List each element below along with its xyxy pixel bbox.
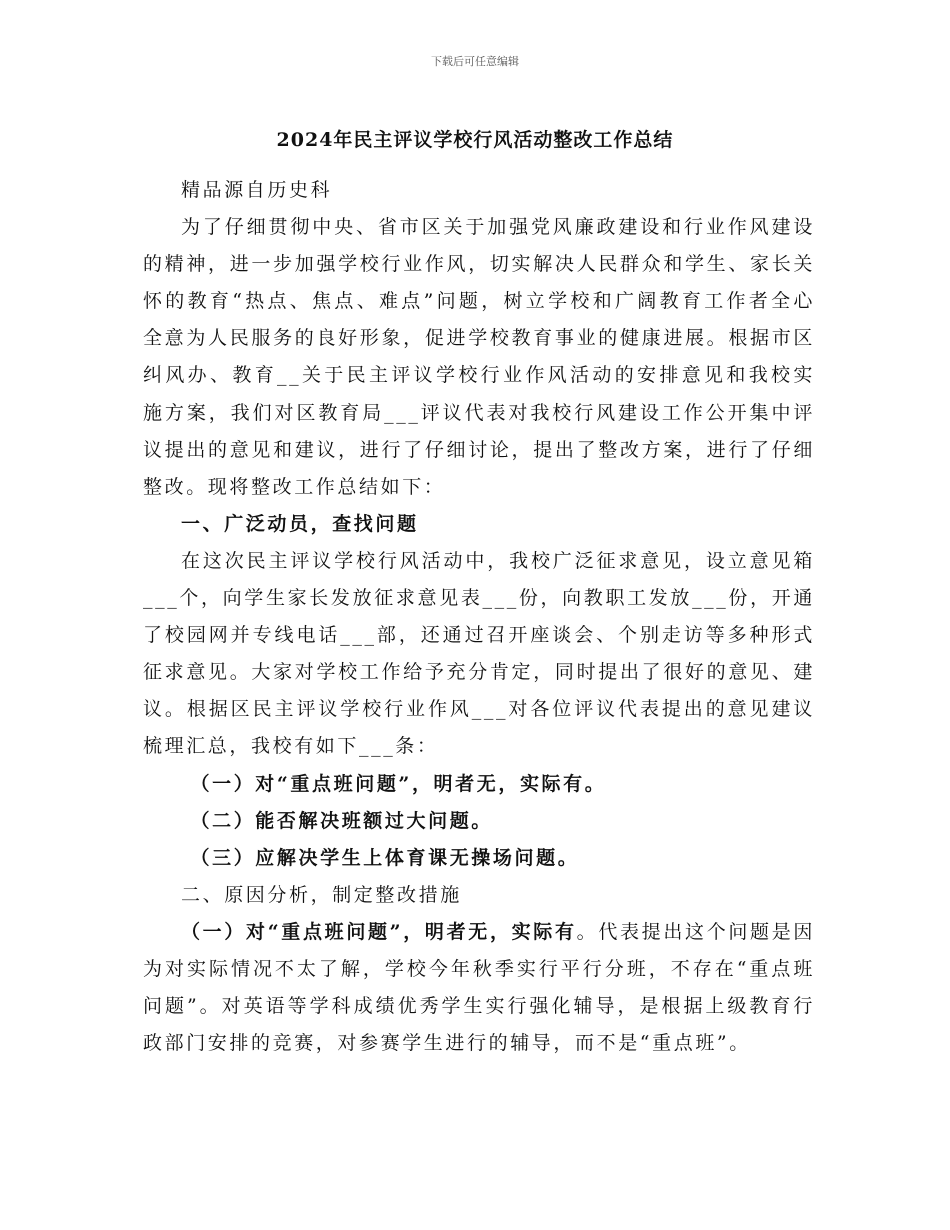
section1-paragraph: 在这次民主评议学校行风活动中，我校广泛征求意见，设立意见箱___个，向学生家长发放征求意见表___份，向教职工发放___份，开通了校园网并专线电话___部，还通过召开座谈会、个别走访等多种形式征求意见。大家对学校工作给予充分肯定，同时提出了很好的意见、建议。根据区民主评议学校行业作风___对各位评议代表提出的意见建议梳理汇总，我校有如下___条： bbox=[143, 549, 815, 758]
document-title: 2024年民主评议学校行风活动整改工作总结 bbox=[276, 129, 674, 151]
section2-item1-paragraph bbox=[143, 914, 815, 1062]
section2-heading: 二、原因分析，制定整改措施 bbox=[181, 883, 462, 906]
document-body bbox=[143, 172, 815, 1062]
issue-item-3: （三）应解决学生上体育课无操场问题。 bbox=[190, 846, 580, 869]
section1-heading: 一、广泛动员，查找问题 bbox=[181, 512, 419, 535]
issue-item-2: （二）能否解决班额过大问题。 bbox=[190, 809, 493, 832]
intro-paragraph: 为了仔细贯彻中央、省市区关于加强党风廉政建设和行业作风建设的精神，进一步加强学校行业作风，切实解决人民群众和学生、家长关怀的教育“热点、焦点、难点”问题，树立学校和广阔教育工作者全心全意为人民服务的良好形象，促进学校教育事业的健康进展。根据市区纠风办、教育__关于民主评议学校行业作风活动的安排意见和我校实施方案，我们对区教育局___评议代表对我校行风建设工作公开集中评议提出的意见和建议，进行了仔细讨论，提出了整改方案，进行了仔细整改。现将整改工作总结如下： bbox=[143, 216, 815, 498]
header-note: 下载后可任意编辑 bbox=[431, 55, 519, 68]
source-line: 精品源自历史科 bbox=[181, 179, 333, 201]
section2-item1-body: 。代表提出这个问题是因为对实际情况不太了解，学校今年秋季实行平行分班，不存在“重点班问题”。对英语等学科成绩优秀学生实行强化辅导，是根据上级教育行政部门安排的竞赛，对参赛学生进行的辅导，而不是“重点班”。 bbox=[143, 920, 815, 1055]
issue-item-1: （一）对“重点班问题”，明者无，实际有。 bbox=[190, 772, 607, 795]
section2-item1-heading: （一）对“重点班问题”，明者无，实际有 bbox=[181, 920, 577, 943]
